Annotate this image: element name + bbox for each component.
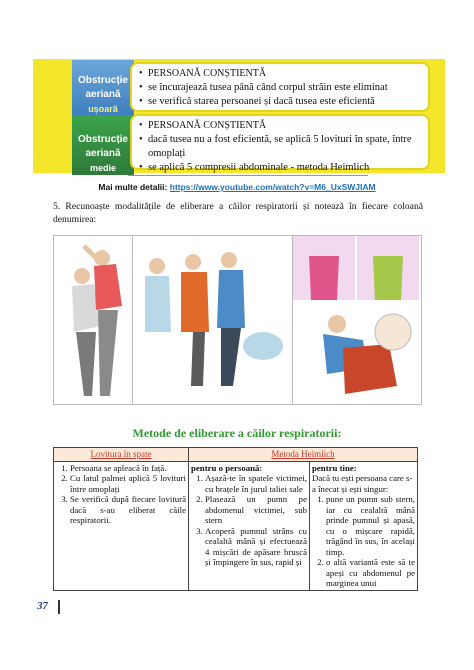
mild-obstruction-label: Obstrucție aeriană ușoară [72, 60, 134, 115]
divider [128, 175, 368, 176]
heimlich-illustration [133, 236, 292, 404]
methods-table [53, 447, 418, 591]
task-instruction: 5. Recunoaște modalitățile de eliberare a căilor respiratorii și notează în fiecare coloană denumirea: [53, 201, 423, 225]
back-blow-steps: 1. Persoana se apleacă în față. 2. Cu latul palmei aplică 5 lovituri între omoplați 3. Se verifică după fiecare lovitură dacă s-au eliberat căile respiratorii. [54, 461, 189, 590]
youtube-link[interactable]: https://www.youtube.com/watch?v=M6_UxSWJIAM [169, 182, 376, 192]
box2-item: • dacă tusea nu a fost eficientă, se aplică 5 lovituri în spate, între omoplați [148, 133, 422, 161]
heimlich-self-steps: pentru tine: Dacă tu ești persoana care s-a înecat și ești singur: 1. pune un pumn sub stern, iar cu cealaltă mână prinde pumnul și apasă, cu o mișcare rapidă, trăgând în sus, în același timp. 2. o altă variantă este să te apeși cu abdomenul pe marginea unui [310, 461, 418, 590]
page-number-rule [58, 600, 60, 614]
back-blow-illustration [54, 236, 132, 404]
section-title: Metode de eliberare a căilor respiratorii: [132, 426, 342, 440]
self-heimlich-illustration [293, 236, 421, 404]
box2-title: • PERSOANĂ CONȘTIENTĂ [148, 119, 422, 133]
box2-item: • se aplică 5 compresii abdominale - metoda Heimlich [148, 161, 422, 175]
box1-item: • se verifică starea persoanei și dacă tusea este eficientă [148, 95, 422, 109]
col2-header: Metoda Heimlich [189, 448, 418, 462]
more-details: Mai multe detalii: https://www.youtube.com/watch?v=M6_UxSWJIAM [98, 182, 376, 192]
box1-item: • se încurajează tusea până când corpul străin este eliminat [148, 81, 422, 95]
conscious-person-box-2 [130, 114, 430, 173]
col1-header: Lovitura în spate [54, 448, 189, 462]
heimlich-other-steps: pentru o persoană: 1. Așază-te în spatele victimei, cu brațele în jurul taliei sale 2. Plasează un pumn pe abdomenul victimei, sub stern 3. Acoperă pumnul strâns cu cealaltă mână și efectuează 4 mișcări de apăsare bruscă și împingere în sus, rapid și [189, 461, 310, 590]
severe-obstruction-label: Obstrucție aeriană medie [72, 115, 134, 175]
page-number: 37 [37, 600, 48, 612]
conscious-person-box-1 [130, 62, 430, 112]
box1-title: • PERSOANĂ CONȘTIENTĂ [148, 67, 422, 81]
